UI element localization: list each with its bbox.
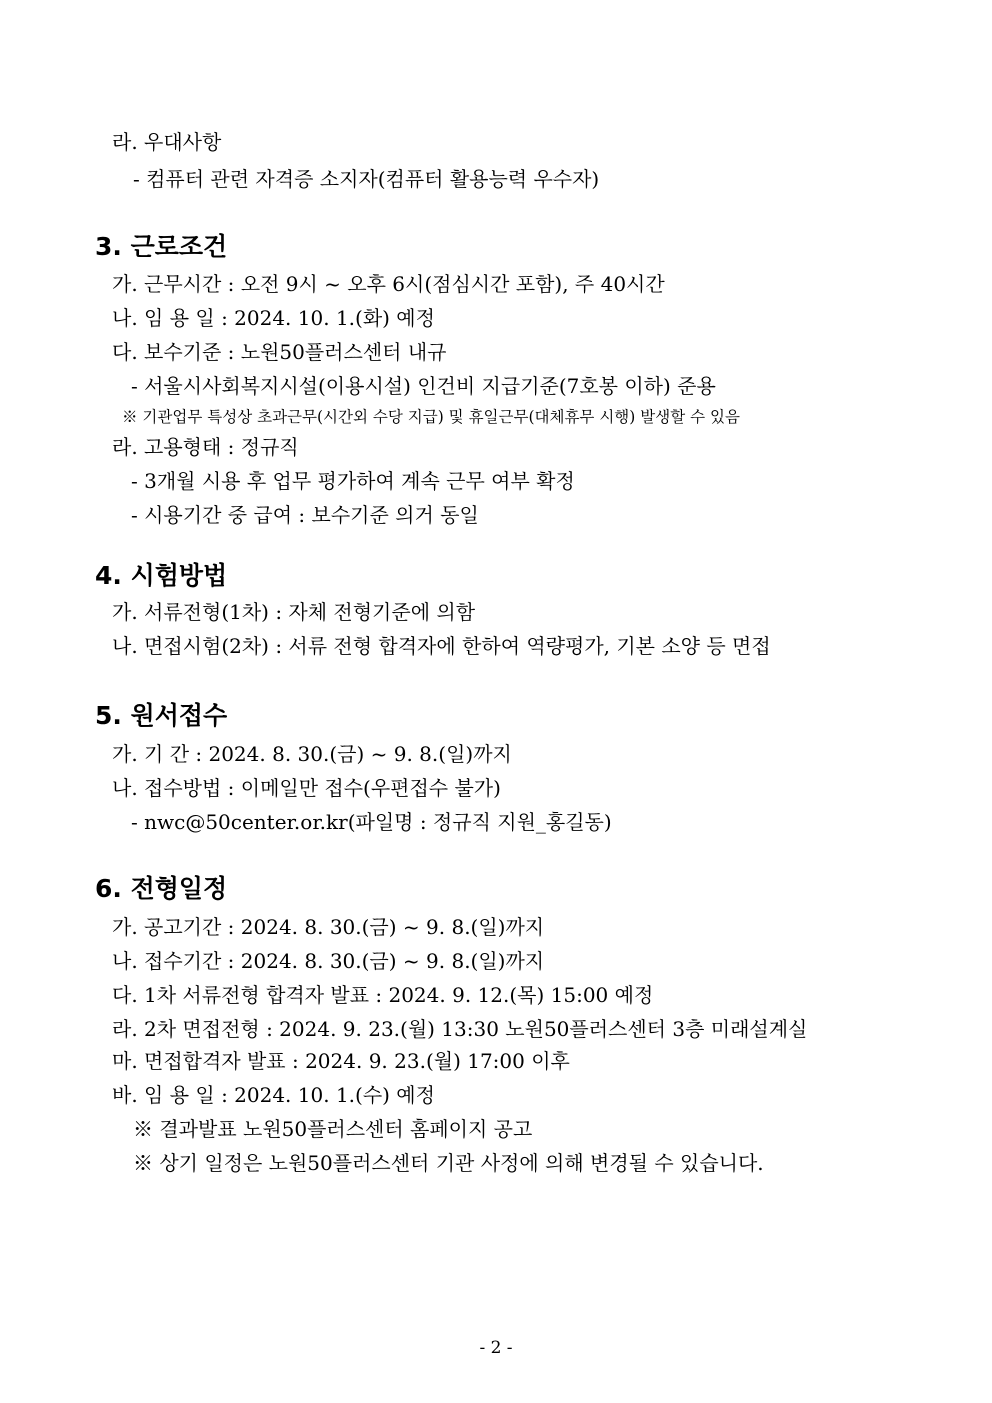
section-heading-schedule: 6. 전형일정 [95,874,228,903]
schedule-final-result: 마. 면접합격자 발표 : 2024. 9. 23.(월) 17:00 이후 [112,1049,570,1073]
schedule-notice: 가. 공고기간 : 2024. 8. 30.(금) ~ 9. 8.(일)까지 [112,915,545,939]
section-heading-exam-method: 4. 시험방법 [95,561,228,590]
pay-standard-note: - 서울시사회복지시설(이용시설) 인건비 지급기준(7호봉 이하) 준용 [131,374,716,398]
section-heading-application: 5. 원서접수 [95,701,228,730]
probation-note: - 3개월 시용 후 업무 평가하여 계속 근무 여부 확정 [131,469,575,493]
preference-title: 라. 우대사항 [112,130,222,154]
application-method: 나. 접수방법 : 이메일만 접수(우편접수 불가) [112,776,501,800]
exam-interview: 나. 면접시험(2차) : 서류 전형 합격자에 한하여 역량평가, 기본 소양 등 면접 [112,634,771,658]
schedule-second-interview: 라. 2차 면접전형 : 2024. 9. 23.(월) 13:30 노원50플러스센터 3층 미래설계실 [112,1017,808,1041]
overtime-note: ※ 기관업무 특성상 초과근무(시간외 수당 지급) 및 휴일근무(대체휴무 시행) 발생할 수 있음 [122,408,740,426]
schedule-receipt: 나. 접수기간 : 2024. 8. 30.(금) ~ 9. 8.(일)까지 [112,949,545,973]
schedule-note-change: ※ 상기 일정은 노원50플러스센터 기관 사정에 의해 변경될 수 있습니다. [133,1151,764,1175]
application-period: 가. 기 간 : 2024. 8. 30.(금) ~ 9. 8.(일)까지 [112,742,512,766]
exam-document: 가. 서류전형(1차) : 자체 전형기준에 의함 [112,600,476,624]
working-hours: 가. 근무시간 : 오전 9시 ~ 오후 6시(점심시간 포함), 주 40시간 [112,272,665,296]
schedule-first-result: 다. 1차 서류전형 합격자 발표 : 2024. 9. 12.(목) 15:00 예정 [112,983,654,1007]
schedule-hire-date: 바. 임 용 일 : 2024. 10. 1.(수) 예정 [112,1083,435,1107]
pay-standard: 다. 보수기준 : 노원50플러스센터 내규 [112,340,447,364]
schedule-note-homepage: ※ 결과발표 노원50플러스센터 홈페이지 공고 [133,1117,533,1141]
probation-pay-note: - 시용기간 중 급여 : 보수기준 의거 동일 [131,503,479,527]
employment-type: 라. 고용형태 : 정규직 [112,435,299,459]
section-heading-working-conditions: 3. 근로조건 [95,232,228,261]
page-number: - 2 - [479,1338,513,1358]
application-email: - nwc@50center.or.kr(파일명 : 정규직 지원_홍길동) [131,810,612,834]
hire-date: 나. 임 용 일 : 2024. 10. 1.(화) 예정 [112,306,435,330]
preference-item: - 컴퓨터 관련 자격증 소지자(컴퓨터 활용능력 우수자) [133,167,600,191]
